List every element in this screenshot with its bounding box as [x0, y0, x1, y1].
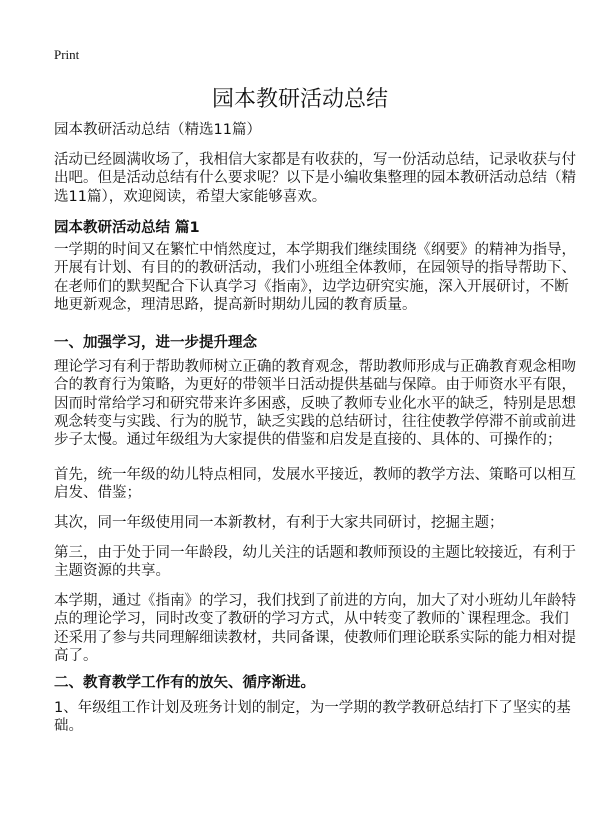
text-line: 在老师们的默契配合下认真学习《指南》，边学边研究实施，深入开展研讨，不断 — [54, 278, 569, 295]
text-line: 第三，由于处于同一年龄段，幼儿关注的话题和教师预设的主题比较接近，有利于 — [54, 545, 576, 561]
text-line: 地更新观念，理清思路，提高新时期幼儿园的教育质量。 — [54, 296, 417, 313]
intro-paragraph — [54, 151, 576, 206]
paragraph-5 — [54, 544, 576, 581]
text-line: 步子太慢。通过年级组为大家提供的借鉴和启发是直接的、具体的、可操作的； — [54, 432, 562, 449]
text-line: 开展有计划、有目的的教研活动，我们小班组全体教师，在园领导的指导帮助下、 — [54, 260, 576, 277]
text-line: 观念转变与实践、行为的脱节，缺乏实践的总结研讨，往往使教学停滞不前或前进 — [54, 413, 576, 430]
section-title: 园本教研活动总结 篇1 — [54, 220, 200, 236]
text-line: 础。 — [54, 718, 83, 735]
paragraph-7 — [54, 699, 571, 736]
text-line: 1、年级组工作计划及班务计划的制定，为一学期的教学教研总结打下了坚实的基 — [54, 700, 571, 716]
text-line: 合的教育行为策略，为更好的带领半日活动提供基础与保障。由于师资水平有限， — [54, 377, 576, 394]
text-line: 其次，同一年级使用同一本新教材，有利于大家共同研讨，挖掘主题； — [54, 515, 504, 531]
text-line: 首先，统一年级的幼儿特点相同，发展水平接近，教师的教学方法、策略可以相互 — [54, 467, 576, 483]
text-line: 出吧。但是活动总结有什么要求呢？以下是小编收集整理的园本教研活动总结（精 — [54, 170, 576, 187]
page-title: 园本教研活动总结 — [211, 87, 388, 112]
text-line: 因而时常给学习和研究带来许多困惑，反映了教师专业化水平的缺乏，特别是思想 — [54, 395, 576, 412]
text-line: 启发、借鉴； — [54, 485, 141, 502]
text-line: 一学期的时间又在繁忙中悄然度过，本学期我们继续围绕《纲要》的精神为指导， — [54, 242, 576, 258]
text-line: 活动已经圆满收场了，我相信大家都是有收获的，写一份活动总结，记录收获与付 — [54, 152, 576, 168]
subtitle: 园本教研活动总结（精选11篇） — [54, 122, 261, 138]
text-line: 还采用了参与共同理解细读教材，共同备课，使教师们理论联系实际的能力相对提 — [54, 629, 576, 646]
text-line: 主题资源的共享。 — [54, 563, 170, 580]
text-line: 选11篇），欢迎阅读，希望大家能够喜欢。 — [54, 188, 327, 205]
paragraph-6 — [54, 592, 576, 665]
text-line: 点的理论学习，同时改变了教研的学习方式，从中转变了教师的`课程理念。我们 — [54, 611, 569, 628]
paragraph-3 — [54, 466, 576, 503]
heading-2: 二、教育教学工作有的放矢、循序渐进。 — [54, 675, 315, 691]
heading-1: 一、加强学习，进一步提升理念 — [54, 335, 257, 351]
paragraph-1 — [54, 241, 576, 314]
paragraph-2 — [54, 358, 576, 449]
paragraph-4 — [54, 514, 504, 532]
text-line: 本学期，通过《指南》的学习，我们找到了前进的方向，加大了对小班幼儿年龄特 — [54, 593, 576, 609]
print-link[interactable]: Print — [54, 47, 80, 62]
text-line: 理论学习有利于帮助教师树立正确的教育观念，帮助教师形成与正确教育观念相吻 — [54, 359, 576, 375]
text-line: 高了。 — [54, 647, 98, 664]
